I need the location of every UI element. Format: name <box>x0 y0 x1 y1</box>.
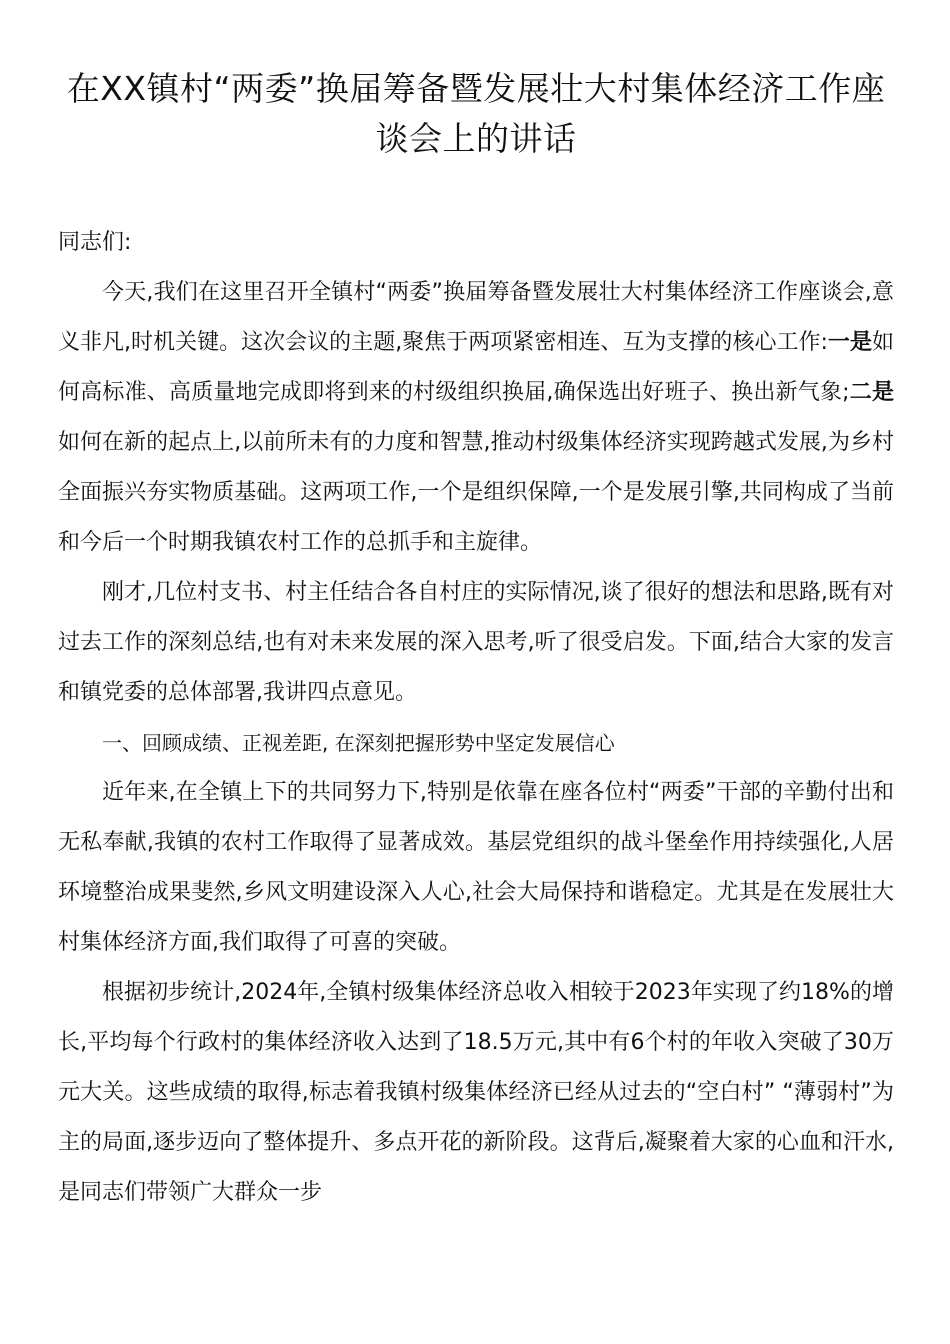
paragraph-intro <box>58 268 894 568</box>
paragraph-feedback: 刚才,几位村支书、村主任结合各自村庄的实际情况,谈了很好的想法和思路,既有对过去工作的深刻总结,也有对未来发展的深入思考,听了很受启发。下面,结合大家的发言和镇党委的总体部署,我讲四点意见。 <box>58 580 894 705</box>
paragraph-achievements: 近年来,在全镇上下的共同努力下,特别是依靠在座各位村“两委”干部的辛勤付出和无私奉献,我镇的农村工作取得了显著成效。基层党组织的战斗堡垒作用持续强化,人居环境整治成果斐然,乡风文明建设深入人心,社会大局保持和谐稳定。尤其是在发展壮大村集体经济方面,我们取得了可喜的突破。 <box>58 780 894 955</box>
paragraph-intro-part-a: 今天,我们在这里召开全镇村“两委”换届筹备暨发展壮大村集体经济工作座谈会,意义非凡,时机关键。这次会议的主题,聚焦于两项紧密相连、互为支撑的核心工作: <box>58 280 894 355</box>
paragraph-intro-part-c: 如何高标准、高质量地完成即将到来的村级组织换届,确保选出好班子、换出新气象; <box>58 330 894 405</box>
document-page <box>58 64 894 1218</box>
section-heading-1: 一、回顾成绩、正视差距, 在深刻把握形势中坚定发展信心 <box>102 731 615 755</box>
salutation: 同志们: <box>58 230 132 255</box>
paragraph-statistics: 根据初步统计,2024年,全镇村级集体经济总收入相较于2023年实现了约18%的增长,平均每个行政村的集体经济收入达到了18.5万元,其中有6个村的年收入突破了30万元大关。这些成绩的取得,标志着我镇村级集体经济已经从过去的“空白村” “薄弱村”为主的局面,逐步迈向了整体提升、多点开花的新阶段。这背后,凝聚着大家的心血和汗水,是同志们带领广大群众一步 <box>58 980 894 1205</box>
emphasis-second: 二是 <box>849 380 894 405</box>
emphasis-first: 一是 <box>827 330 872 355</box>
paragraph-intro-part-d: 如何在新的起点上,以前所未有的力度和智慧,推动村级集体经济实现跨越式发展,为乡村全面振兴夯实物质基础。这两项工作,一个是组织保障,一个是发展引擎,共同构成了当前和今后一个时期我镇农村工作的总抓手和主旋律。 <box>58 430 894 555</box>
document-title: 在XX镇村“两委”换届筹备暨发展壮大村集体经济工作座谈会上的讲话 <box>66 69 886 158</box>
